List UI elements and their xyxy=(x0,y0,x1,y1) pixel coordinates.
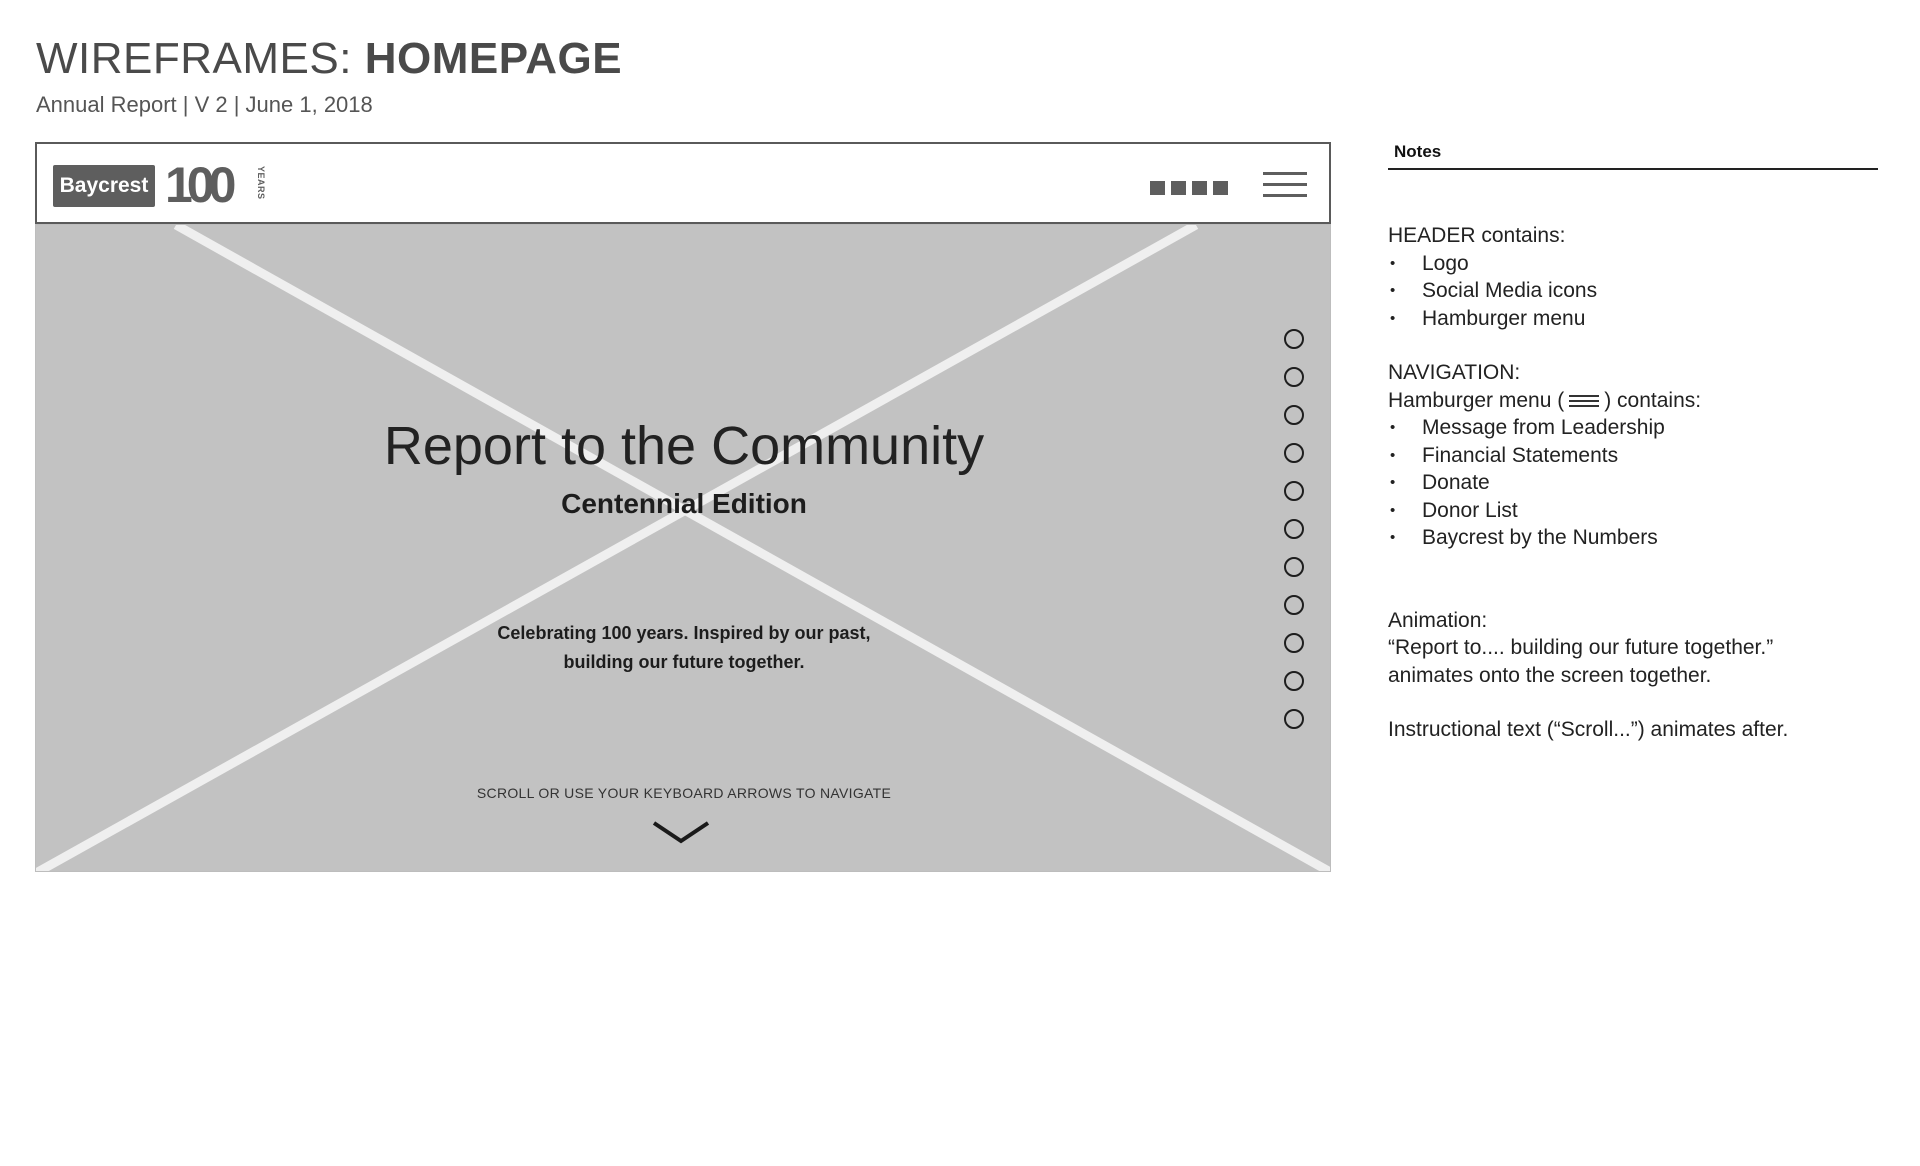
nav-dot-1[interactable] xyxy=(1284,329,1304,349)
nav-dot-4[interactable] xyxy=(1284,443,1304,463)
animation-notes-line2: animates onto the screen together. xyxy=(1388,663,1712,687)
document-subtitle: Annual Report | V 2 | June 1, 2018 xyxy=(36,92,373,117)
animation-notes-line3: Instructional text (“Scroll...”) animates after. xyxy=(1388,718,1789,741)
hero-title: Report to the Community xyxy=(383,416,985,476)
document-title xyxy=(36,34,622,84)
nav-dot-2[interactable] xyxy=(1284,367,1304,387)
animation-notes-title: Animation: xyxy=(1388,608,1488,632)
header-notes-title: HEADER contains: xyxy=(1388,224,1566,247)
logo-100-years: 100 xyxy=(165,157,231,213)
notes-heading: Notes xyxy=(1388,142,1878,170)
animation-notes-line1: “Report to.... building our future together.” xyxy=(1388,636,1774,659)
hero-tagline xyxy=(434,619,934,677)
navigation-notes-title: NAVIGATION: xyxy=(1388,361,1521,384)
document-title-bold: HOMEPAGE xyxy=(364,34,623,83)
nav-dot-10[interactable] xyxy=(1284,671,1304,691)
list-item: • Baycrest by the Numbers xyxy=(1388,524,1878,552)
notes-panel xyxy=(1388,142,1878,744)
list-item: • Message from Leadership xyxy=(1388,414,1878,442)
social-icon-1[interactable] xyxy=(1150,181,1165,195)
list-item: • Social Media icons xyxy=(1388,277,1878,305)
nav-dot-3[interactable] xyxy=(1284,405,1304,425)
image-placeholder-cross xyxy=(36,225,1331,872)
hero-section xyxy=(35,224,1331,872)
chevron-down-icon[interactable] xyxy=(651,817,711,847)
social-icon-3[interactable] xyxy=(1192,181,1207,195)
social-media-icons xyxy=(1150,181,1228,195)
navigation-intro-before: Hamburger menu ( xyxy=(1388,388,1565,412)
nav-dot-6[interactable] xyxy=(1284,519,1304,539)
list-item: • Donor List xyxy=(1388,497,1878,525)
list-item: • Donate xyxy=(1388,469,1878,497)
document-title-light: WIREFRAMES: xyxy=(36,34,352,83)
hero-tagline-line1: Celebrating 100 years. Inspired by our past, xyxy=(497,623,871,643)
scroll-instruction: SCROLL OR USE YOUR KEYBOARD ARROWS TO NAVIGATE xyxy=(476,785,892,801)
hero-tagline-line2: building our future together. xyxy=(563,652,805,672)
nav-dot-9[interactable] xyxy=(1284,633,1304,653)
nav-dot-8[interactable] xyxy=(1284,595,1304,615)
social-icon-2[interactable] xyxy=(1171,181,1186,195)
social-icon-4[interactable] xyxy=(1213,181,1228,195)
list-item: • Logo xyxy=(1388,250,1878,278)
nav-dot-7[interactable] xyxy=(1284,557,1304,577)
nav-dot-5[interactable] xyxy=(1284,481,1304,501)
navigation-notes-list xyxy=(1388,414,1878,552)
baycrest-logo[interactable]: Baycrest xyxy=(53,165,155,207)
logo-years-text: YEARS xyxy=(256,166,266,200)
navigation-notes-intro xyxy=(1388,387,1878,415)
list-item: • Financial Statements xyxy=(1388,442,1878,470)
site-header xyxy=(35,142,1331,224)
list-item: • Hamburger menu xyxy=(1388,305,1878,333)
hero-subtitle: Centennial Edition xyxy=(561,488,807,519)
wireframe-homepage xyxy=(35,142,1331,872)
hamburger-inline-icon xyxy=(1566,392,1602,410)
notes-body xyxy=(1388,222,1878,744)
logo-years-label xyxy=(253,166,267,206)
nav-dot-11[interactable] xyxy=(1284,709,1304,729)
hamburger-menu-icon[interactable] xyxy=(1263,172,1307,198)
navigation-intro-after: ) contains: xyxy=(1604,388,1702,412)
header-notes-list xyxy=(1388,250,1878,333)
section-dot-navigation xyxy=(1284,329,1306,747)
